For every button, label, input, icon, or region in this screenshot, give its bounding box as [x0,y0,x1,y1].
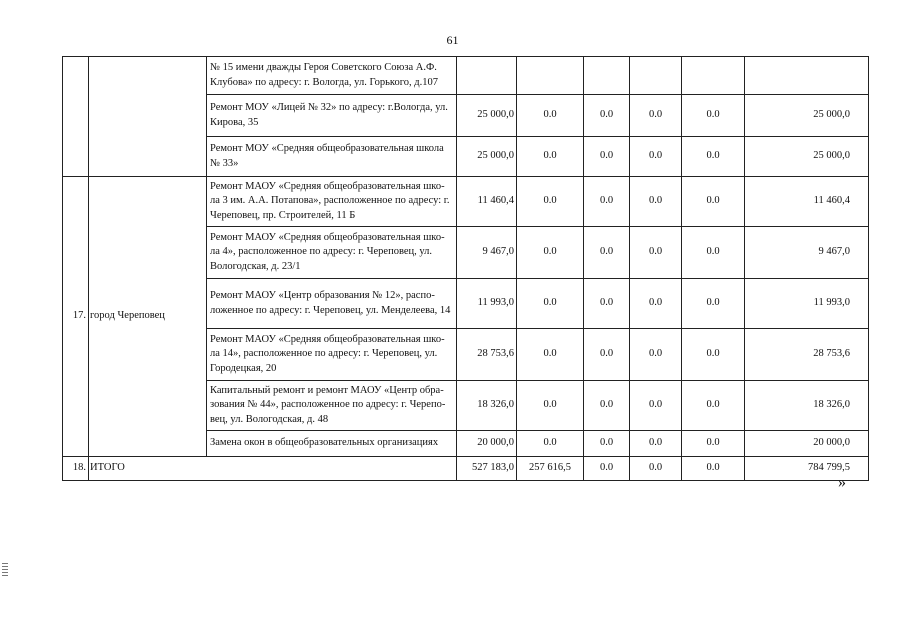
value-cell: 0.0 [682,381,745,431]
value-cell: 0.0 [682,279,745,329]
total-cell: 25 000,0 [745,137,869,177]
total-cell: 784 799,5 [745,457,869,481]
value-cell: 0.0 [517,95,584,137]
total-cell: 28 753,6 [745,329,869,381]
budget-table [62,56,869,481]
total-cell: 9 467,0 [745,227,869,279]
value-cell: 0.0 [682,329,745,381]
value-cell: 0.0 [630,457,682,481]
value-cell: 0.0 [630,177,682,227]
value-cell: 0.0 [584,95,630,137]
value-cell: 257 616,5 [517,457,584,481]
value-cell: 527 183,0 [457,457,517,481]
description-cell: Ремонт МОУ «Средняя общеобразовательная школа № 33» [207,137,457,177]
value-cell: 25 000,0 [457,137,517,177]
value-cell [584,57,630,95]
value-cell: 0.0 [682,137,745,177]
value-cell: 11 993,0 [457,279,517,329]
value-cell: 0.0 [584,137,630,177]
municipality-cell: город Череповец [89,177,207,457]
row-number-cell: 17. [63,177,89,457]
total-label: ИТОГО [89,457,457,481]
total-cell: 11 993,0 [745,279,869,329]
total-cell: 25 000,0 [745,95,869,137]
total-row [63,457,869,481]
description-cell: Капитальный ремонт и ремонт МАОУ «Центр обра-зования № 44», расположенное по адресу: г. Черепо-вец, ул. Вологодская, д. 48 [207,381,457,431]
value-cell: 18 326,0 [457,381,517,431]
total-cell: 18 326,0 [745,381,869,431]
value-cell: 0.0 [517,431,584,457]
value-cell: 0.0 [630,431,682,457]
value-cell: 0.0 [584,227,630,279]
description-cell: Ремонт МАОУ «Средняя общеобразовательная шко-ла 14», расположенное по адресу: г. Череповец, ул. Городецкая, 20 [207,329,457,381]
value-cell: 0.0 [517,227,584,279]
description-cell: Ремонт МАОУ «Центр образования № 12», распо-ложенное по адресу: г. Череповец, ул. Менделеева, 14 [207,279,457,329]
value-cell: 0.0 [517,177,584,227]
closing-quote: » [838,474,846,491]
value-cell: 0.0 [630,279,682,329]
value-cell [630,57,682,95]
value-cell: 28 753,6 [457,329,517,381]
scan-margin-mark [2,563,8,577]
value-cell [457,57,517,95]
description-cell: № 15 имени дважды Героя Советского Союза А.Ф. Клубова» по адресу: г. Вологда, ул. Горького, д.107 [207,57,457,95]
value-cell: 0.0 [682,177,745,227]
municipality-cell [89,57,207,177]
value-cell: 0.0 [517,137,584,177]
value-cell [682,57,745,95]
value-cell: 0.0 [584,381,630,431]
value-cell: 9 467,0 [457,227,517,279]
row-number-cell: 18. [63,457,89,481]
description-cell: Ремонт МОУ «Лицей № 32» по адресу: г.Вологда, ул. Кирова, 35 [207,95,457,137]
value-cell: 0.0 [584,279,630,329]
total-cell: 20 000,0 [745,431,869,457]
total-cell: 11 460,4 [745,177,869,227]
value-cell: 0.0 [682,227,745,279]
value-cell: 11 460,4 [457,177,517,227]
description-cell: Ремонт МАОУ «Средняя общеобразовательная шко-ла 3 им. А.А. Потапова», расположенное по адресу: г. Череповец, пр. Строителей, 11 Б [207,177,457,227]
value-cell: 0.0 [517,381,584,431]
value-cell: 0.0 [584,457,630,481]
value-cell: 0.0 [630,227,682,279]
row-number-cell [63,57,89,177]
table-row [63,177,869,227]
value-cell: 0.0 [630,95,682,137]
value-cell: 0.0 [584,177,630,227]
value-cell: 0.0 [682,457,745,481]
value-cell: 0.0 [517,279,584,329]
value-cell: 0.0 [682,431,745,457]
value-cell: 0.0 [682,95,745,137]
value-cell: 0.0 [584,329,630,381]
value-cell: 0.0 [630,329,682,381]
value-cell [517,57,584,95]
value-cell: 20 000,0 [457,431,517,457]
value-cell: 25 000,0 [457,95,517,137]
value-cell: 0.0 [630,381,682,431]
value-cell: 0.0 [517,329,584,381]
page-number: 61 [446,33,459,47]
value-cell: 0.0 [584,431,630,457]
value-cell: 0.0 [630,137,682,177]
table-row [63,57,869,95]
description-cell: Замена окон в общеобразовательных организациях [207,431,457,457]
description-cell: Ремонт МАОУ «Средняя общеобразовательная шко-ла 4», расположенное по адресу: г. Череповец, ул. Вологодская, д. 23/1 [207,227,457,279]
total-cell [745,57,869,95]
